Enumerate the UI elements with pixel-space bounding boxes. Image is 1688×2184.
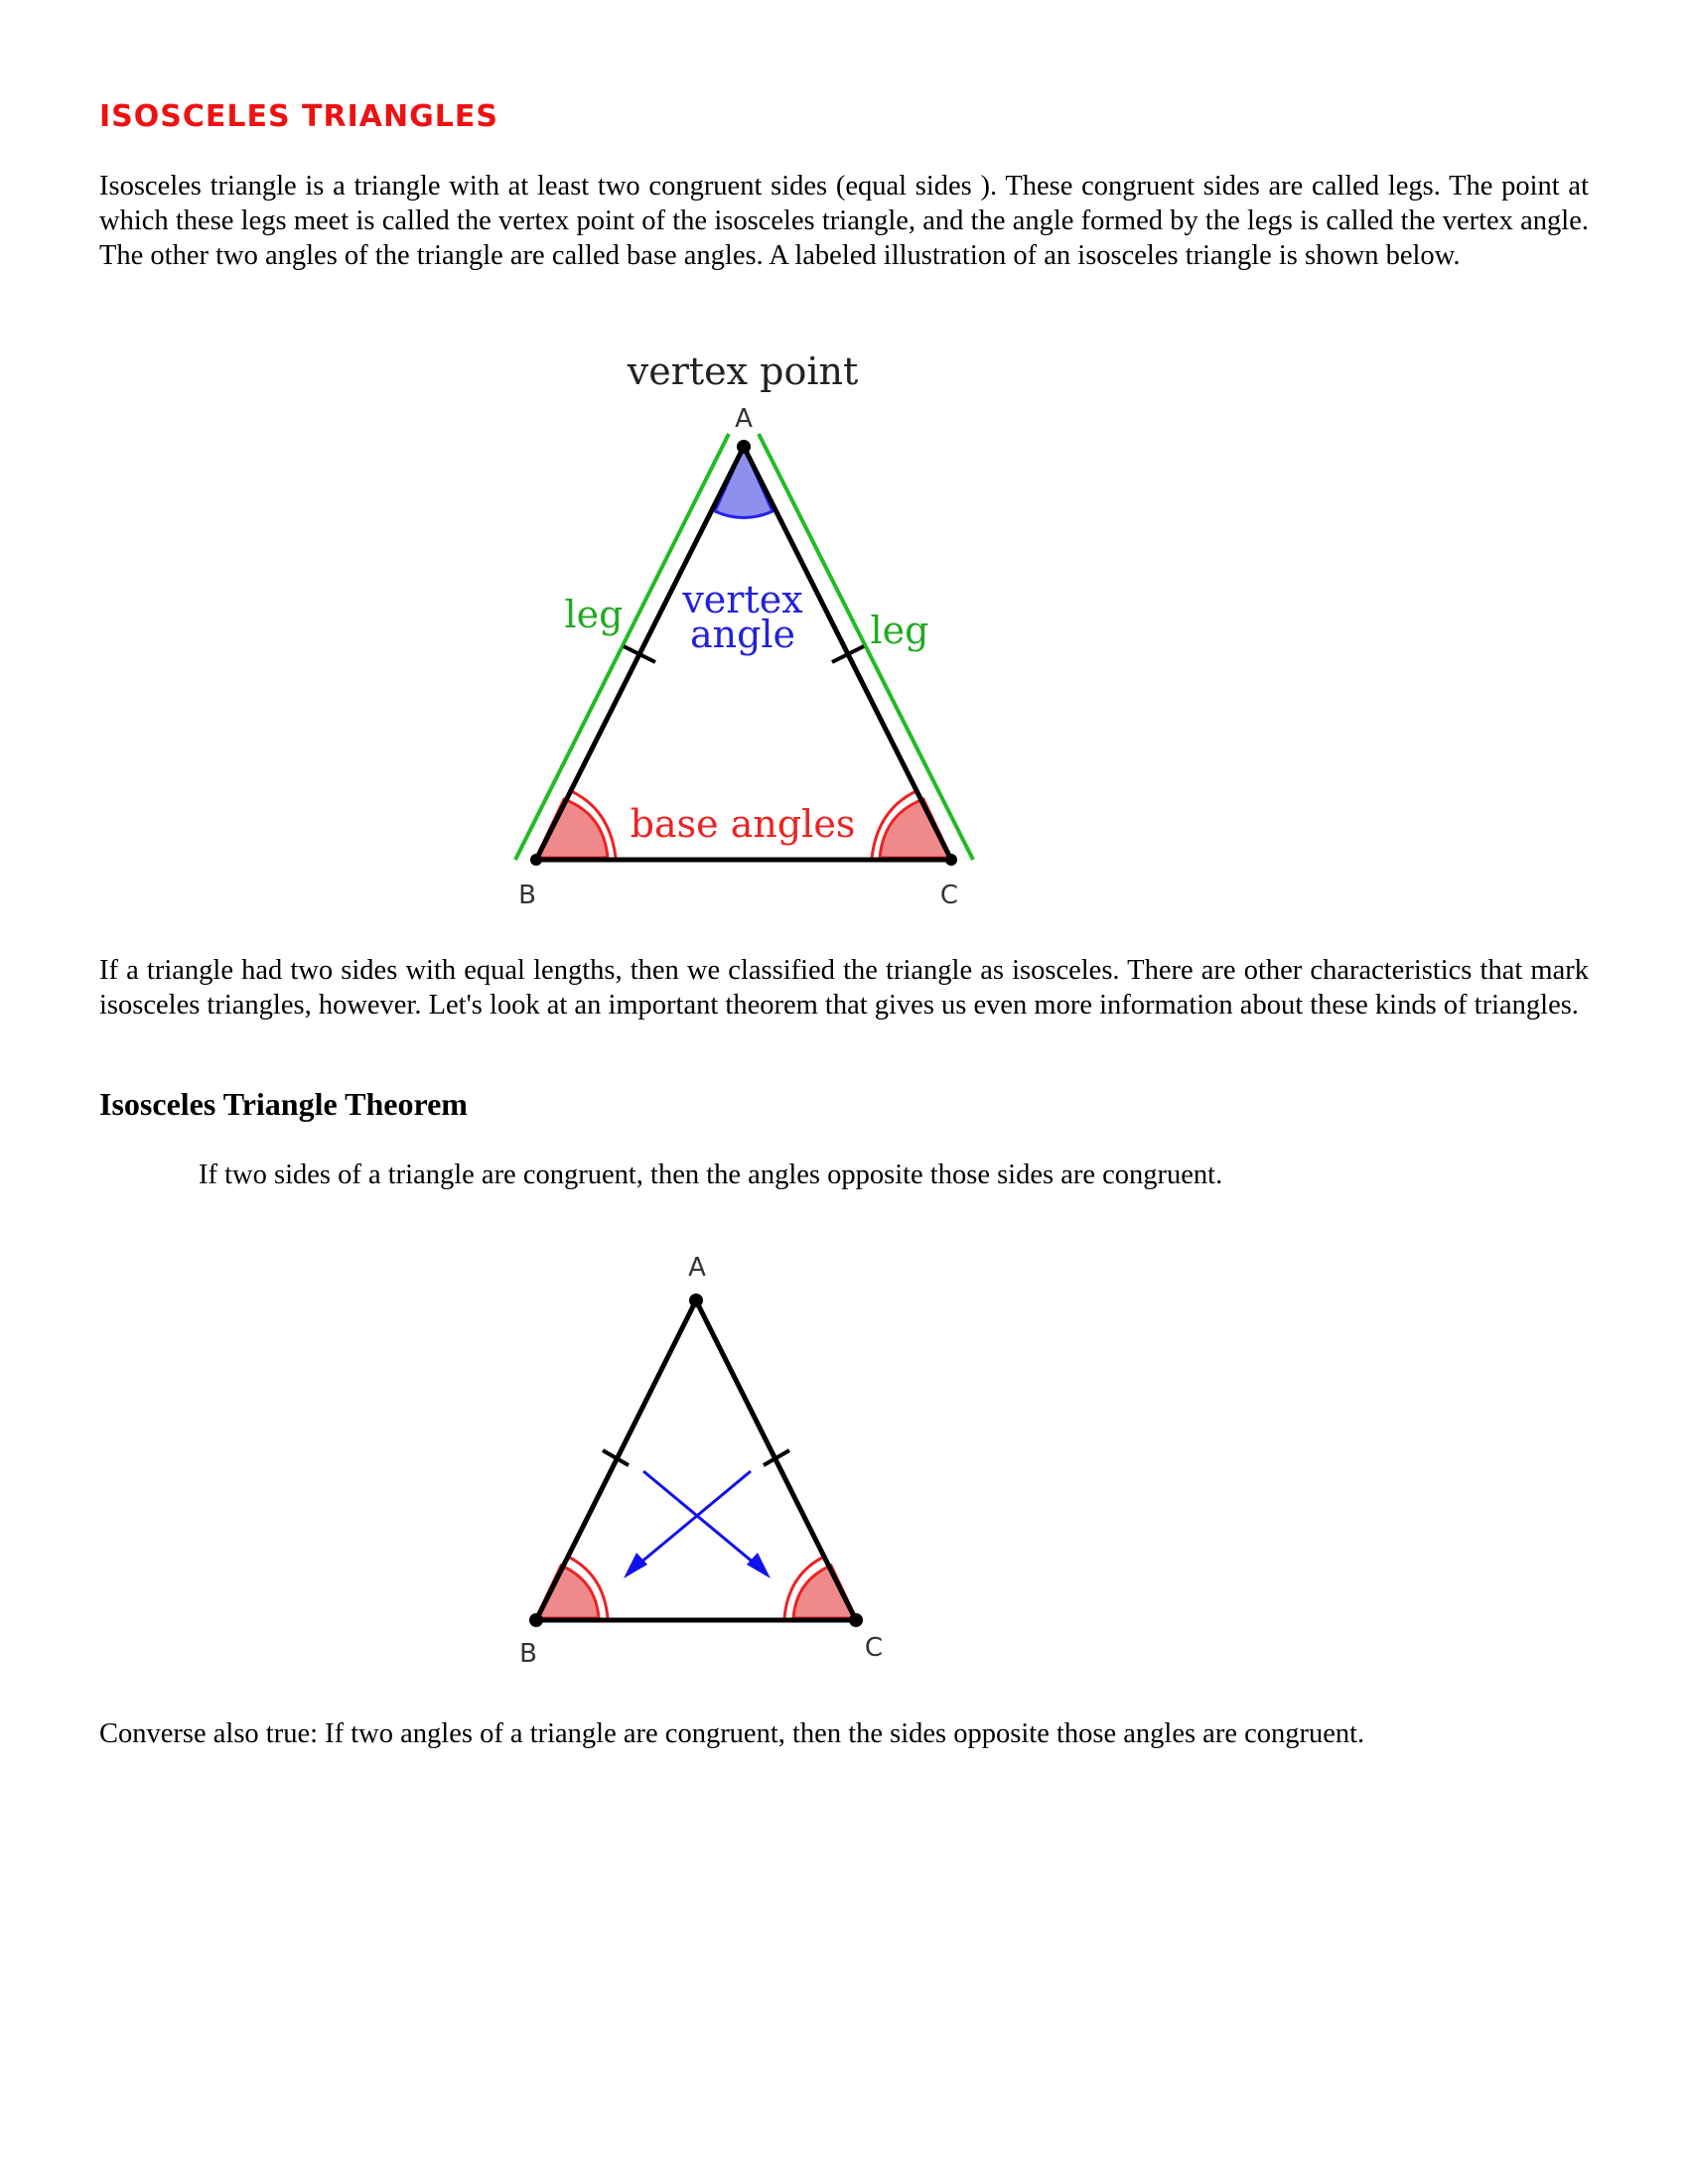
theorem-vertex-a-dot bbox=[689, 1294, 703, 1307]
theorem-vertex-b-dot bbox=[529, 1613, 543, 1627]
theorem-triangle-abc bbox=[536, 1300, 856, 1620]
theorem-vertex-c-dot bbox=[849, 1613, 863, 1627]
second-paragraph: If a triangle had two sides with equal lengths, then we classified the triangle as isosceles. There are other characteristics that mark isosceles triangles, however. Let's look at an important theorem that gives us even more information about these kinds of triangles. bbox=[99, 955, 1589, 1021]
theorem-label-b: B bbox=[519, 1639, 537, 1669]
label-b: B bbox=[518, 881, 536, 910]
base-angles-label: base angles bbox=[630, 802, 856, 846]
arrow-to-b-head bbox=[624, 1553, 647, 1578]
leg-left-label: leg bbox=[564, 593, 624, 636]
label-a: A bbox=[735, 404, 753, 434]
vertex-angle-label-line2: angle bbox=[689, 613, 796, 656]
page-title: ISOSCELES TRIANGLES bbox=[99, 99, 498, 134]
arrow-to-c-head bbox=[747, 1553, 771, 1578]
label-c: C bbox=[939, 881, 959, 910]
vertex-point-label: vertex point bbox=[627, 349, 859, 393]
intro-paragraph: Isosceles triangle is a triangle with at least two congruent sides (equal sides ). These congruent sides are called legs. The point at which these legs meet is called the vertex point of the isosceles triangle, and the angle formed by the legs is called the vertex angle. The other two angles of the triangle are called base angles. A labeled illustration of an isosceles triangle is shown below. bbox=[99, 171, 1589, 271]
leg-right-label: leg bbox=[870, 609, 929, 652]
arrow-to-c-line bbox=[643, 1471, 761, 1569]
theorem-label-c: C bbox=[864, 1633, 884, 1663]
converse-statement: Converse also true: If two angles of a triangle are congruent, then the sides opposite those angles are congruent. bbox=[99, 1718, 1365, 1749]
theorem-statement: If two sides of a triangle are congruent, then the angles opposite those sides are congruent. bbox=[199, 1160, 1223, 1190]
arrow-to-b-line bbox=[633, 1471, 751, 1569]
theorem-heading: Isosceles Triangle Theorem bbox=[99, 1086, 468, 1122]
theorem-label-a: A bbox=[688, 1253, 706, 1283]
vertex-angle-label-line1: vertex bbox=[682, 578, 803, 621]
